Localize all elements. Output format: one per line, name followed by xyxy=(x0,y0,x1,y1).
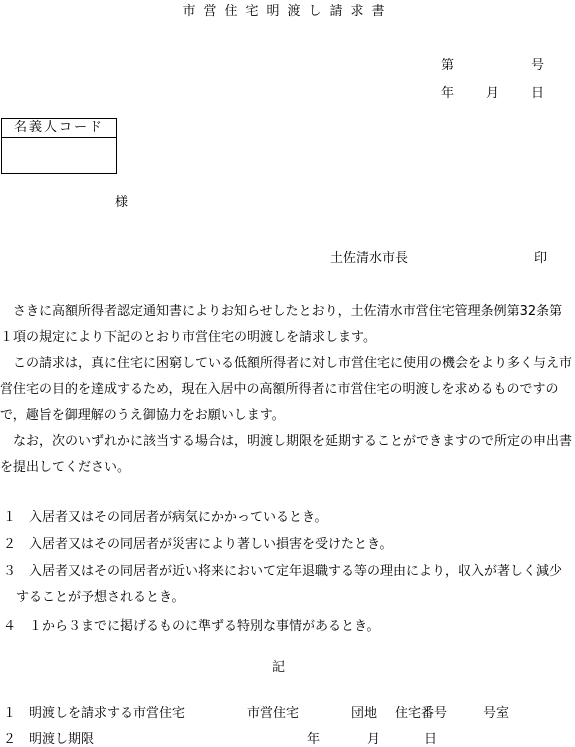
date-month: 月 xyxy=(486,86,500,101)
doc-number-prefix: 第 xyxy=(441,58,455,73)
item-deadline-label: 明渡し期限 xyxy=(29,732,95,747)
body-text xyxy=(0,299,575,481)
body-paragraph: この請求は，真に住宅に困窮している低額所得者に対し市営住宅に使用の機会をより多く与え市営住宅の目的を達成するため，現在入居中の高額所得者に市営住宅の明渡しを求めるものですので，趣旨を御理解のうえ御協力をお願いします。 xyxy=(0,356,573,423)
body-paragraph: さきに高額所得者認定通知書によりお知らせしたとおり，土佐清水市営住宅管理条例第32条第１項の規定により下記のとおり市営住宅の明渡しを請求します。 xyxy=(0,304,563,345)
body-paragraph: なお，次のいずれかに該当する場合は，明渡し期限を延期することができますので所定の申出書を提出してください。 xyxy=(0,434,573,475)
item-housing-label: 明渡しを請求する市営住宅 xyxy=(29,706,186,721)
condition-number: ３ xyxy=(3,564,17,579)
name-code-field[interactable] xyxy=(2,138,116,173)
name-code-label: 名義人コード xyxy=(2,119,116,138)
condition-text: １から３までに掲げるものに準ずる特別な事情があるとき。 xyxy=(29,619,380,634)
ki-heading: 記 xyxy=(272,660,286,675)
deadline-year: 年 xyxy=(307,732,321,747)
condition-number: １ xyxy=(3,510,17,525)
deadline-day: 日 xyxy=(424,732,438,747)
name-code-box xyxy=(1,118,117,174)
doc-number-suffix: 号 xyxy=(531,58,545,73)
seal-mark: 印 xyxy=(534,251,548,266)
item-house-number: 住宅番号 xyxy=(395,706,448,721)
condition-text: 入居者又はその同居者が病気にかかっているとき。 xyxy=(29,510,328,525)
condition-number: ４ xyxy=(3,619,17,634)
item-room: 号室 xyxy=(483,706,510,721)
page-title: 市営住宅明渡し請求書 xyxy=(182,4,393,19)
addressee-suffix: 様 xyxy=(115,195,129,210)
item-danchi: 団地 xyxy=(351,706,378,721)
condition-text: 入居者又はその同居者が近い将来において定年退職する等の理由により，収入が著しく減少することが予想されるとき。 xyxy=(16,564,563,605)
item-number: ２ xyxy=(3,732,17,747)
item-housing-type: 市営住宅 xyxy=(247,706,300,721)
deadline-month: 月 xyxy=(367,732,381,747)
date-year: 年 xyxy=(441,86,455,101)
date-day: 日 xyxy=(531,86,545,101)
issuer: 土佐清水市長 xyxy=(330,251,409,266)
condition-text: 入居者又はその同居者が災害により著しい損害を受けたとき。 xyxy=(29,537,393,552)
condition-number: ２ xyxy=(3,537,17,552)
item-number: １ xyxy=(3,706,17,721)
